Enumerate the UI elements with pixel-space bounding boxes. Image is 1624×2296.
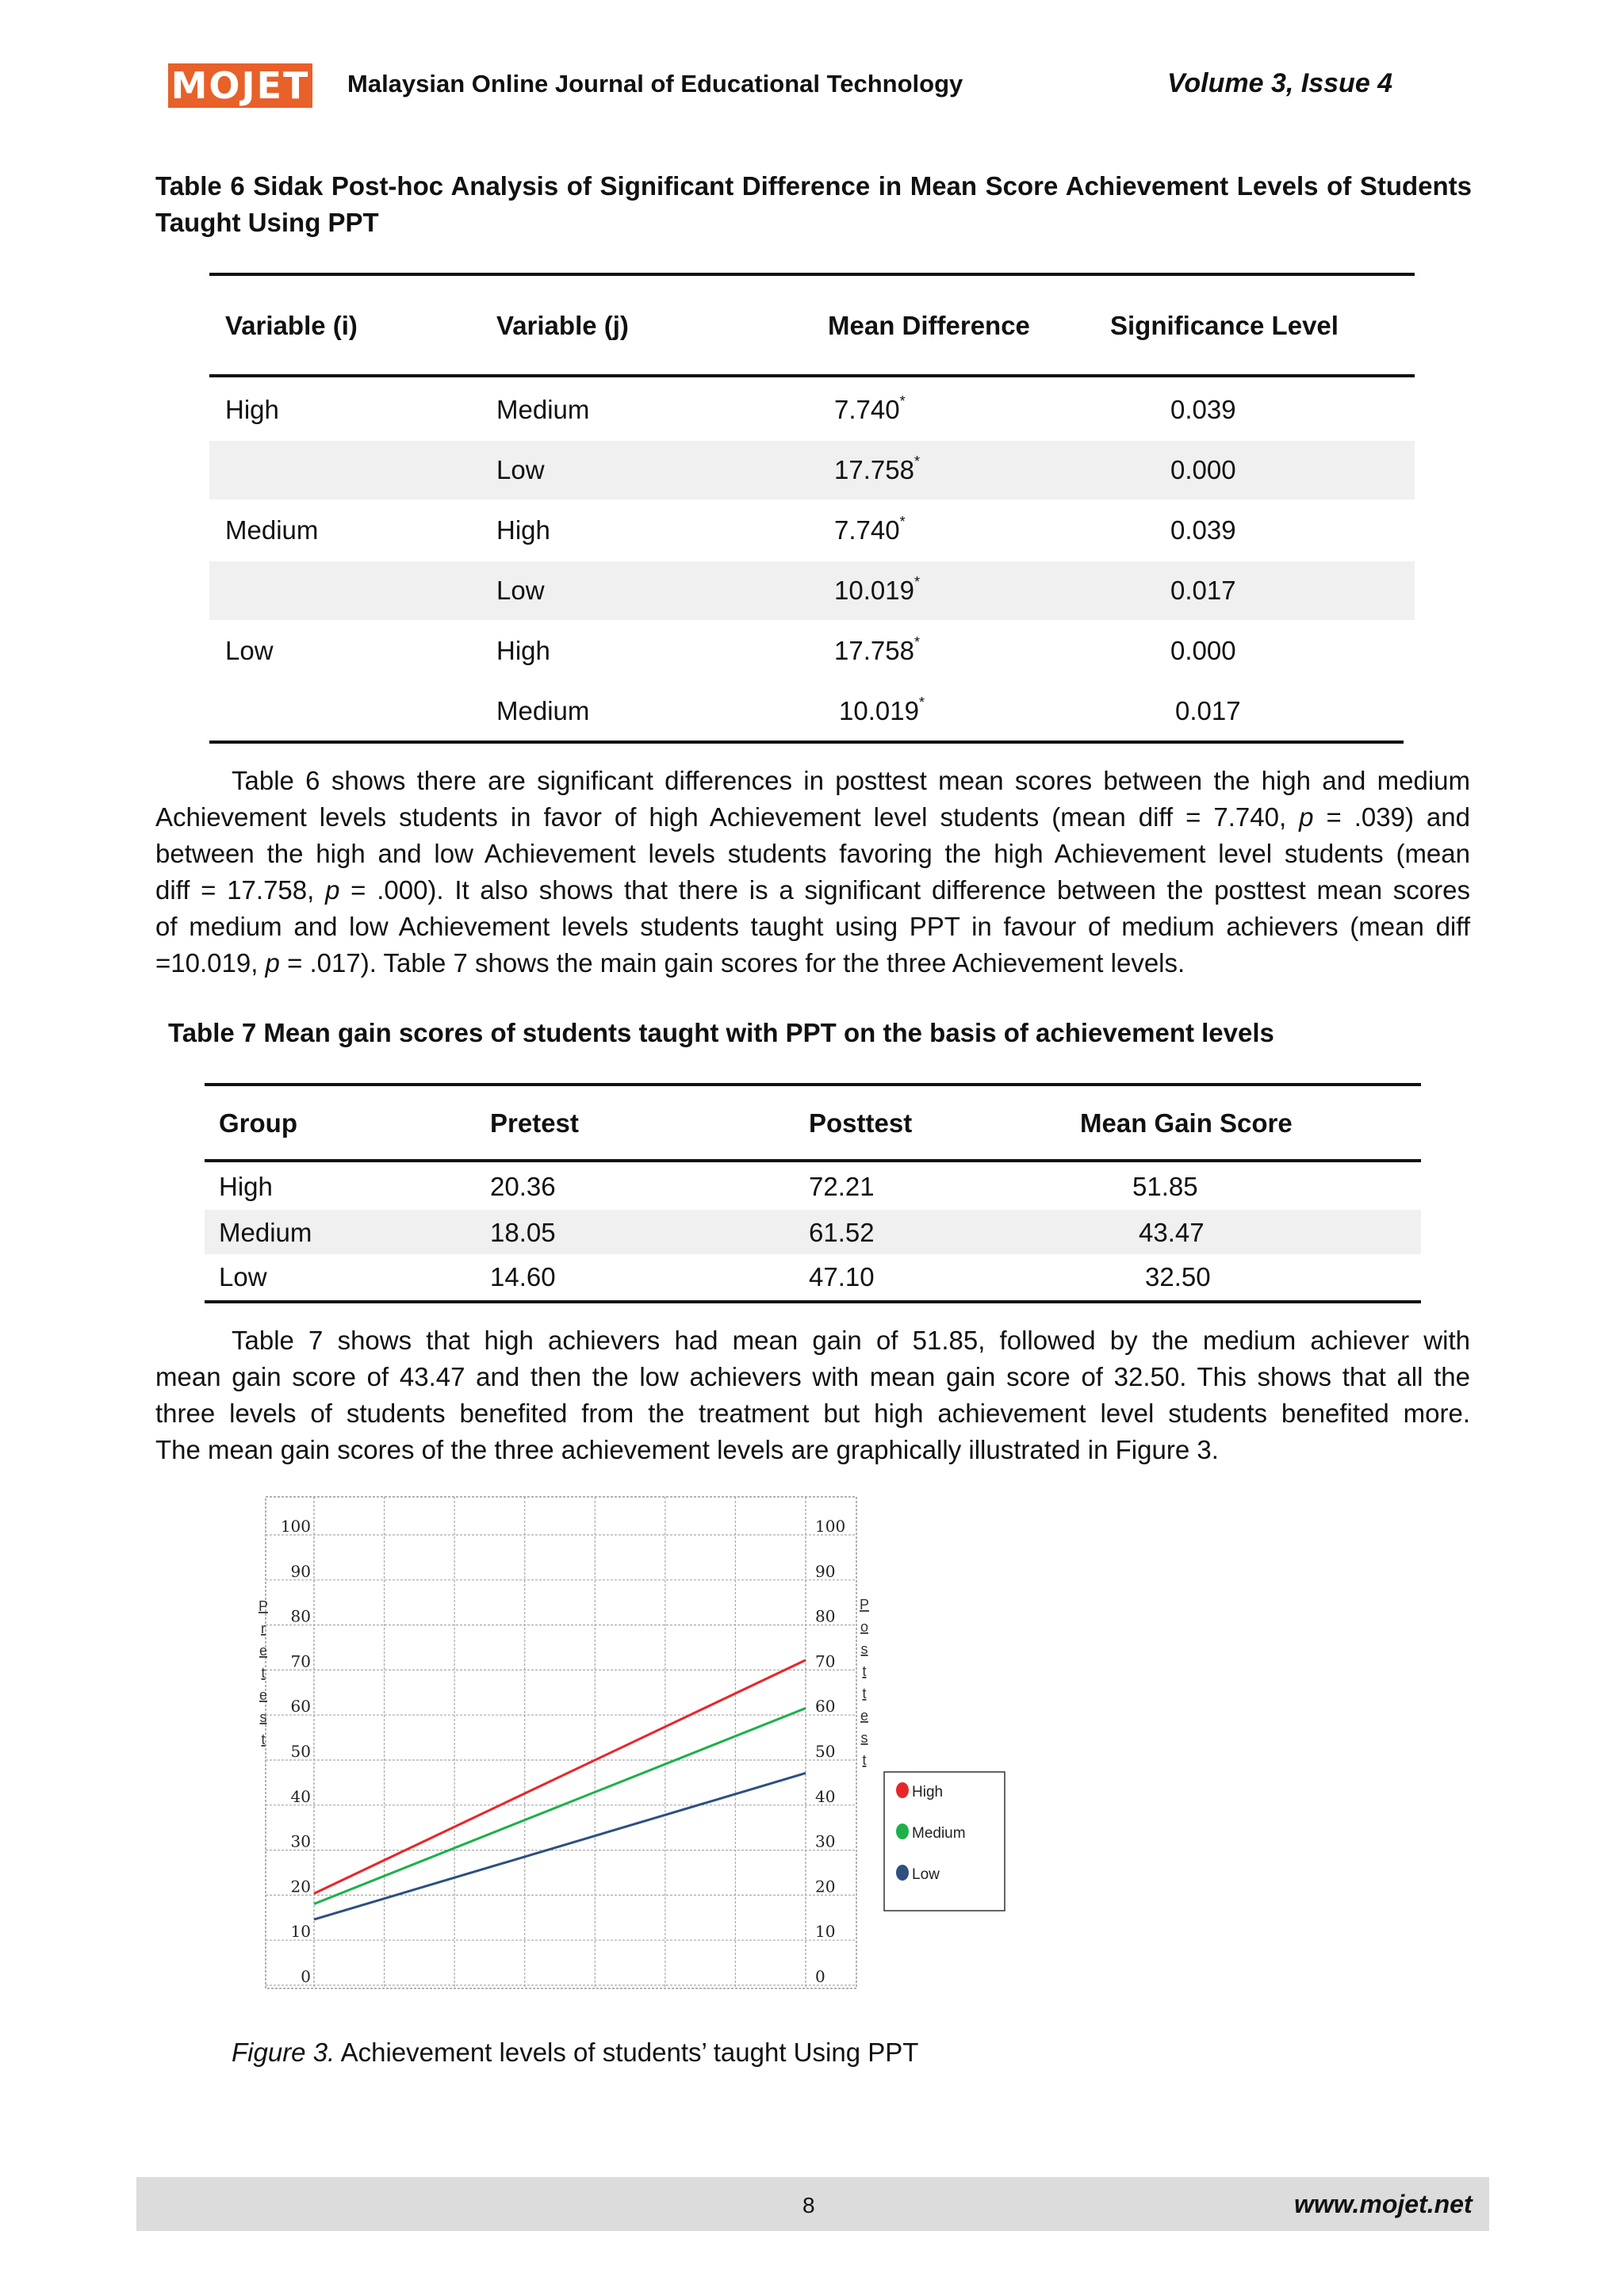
- table6-cell: 0.017: [1175, 696, 1241, 725]
- p-symbol: p: [1299, 802, 1314, 832]
- tick-label-right: 100: [815, 1517, 846, 1536]
- table6-cell: Low: [496, 576, 545, 605]
- table7-header-rule: [205, 1159, 1421, 1162]
- table7-cell: 61.52: [809, 1218, 875, 1247]
- right-axis-label-letter: t: [862, 1752, 867, 1768]
- right-axis-label-letter: e: [860, 1708, 869, 1724]
- table6-cell: High: [225, 395, 279, 424]
- table6-cell: Medium: [225, 515, 319, 545]
- table7-bottom-rule: [205, 1300, 1421, 1303]
- table7-header-pretest: Pretest: [490, 1108, 579, 1138]
- para1-line1: Table 6 shows there are significant differences in posttest mean scores between the high and medium: [232, 766, 1470, 795]
- table6-cell: 0.000: [1170, 455, 1236, 484]
- para1-line4: [155, 872, 1470, 909]
- tick-label-left: 60: [290, 1697, 311, 1716]
- table6-caption-line1: Table 6 Sidak Post-hoc Analysis of Significant Difference in Mean Score Achievement Levels of Students: [155, 171, 1472, 201]
- journal-logo: MOJET: [168, 63, 312, 108]
- text-span: diff = 17.758,: [155, 875, 326, 905]
- left-axis-label-letter: t: [261, 1665, 266, 1681]
- table6-cell-value: 7.740: [834, 515, 900, 545]
- tick-label-left: 30: [290, 1831, 311, 1851]
- p-symbol: p: [265, 948, 280, 978]
- table7-cell: 72.21: [809, 1172, 875, 1201]
- text-span: = .017). Table 7 shows the main gain scores for the three Achievement levels.: [279, 948, 1185, 978]
- table6-cell: 0.000: [1170, 636, 1236, 665]
- table6-header-rule: [209, 374, 1415, 377]
- text-span: = .000). It also shows that there is a significant difference between the posttest mean scores: [339, 875, 1470, 905]
- table6-header-sig: Significance Level: [1110, 311, 1339, 340]
- table6-cell: [834, 636, 920, 666]
- tick-label-left: 100: [280, 1517, 311, 1536]
- table7-cell: 47.10: [809, 1262, 875, 1292]
- tick-label-right: 60: [815, 1697, 836, 1716]
- tick-label-left: 10: [290, 1922, 311, 1942]
- table6-cell-value: 10.019: [839, 696, 919, 725]
- legend-label-medium: Medium: [912, 1825, 966, 1842]
- para2-line2: mean gain score of 43.47 and then the low achievers with mean gain score of 32.50. This shows that all the: [155, 1362, 1470, 1391]
- table6-cell: 0.017: [1170, 576, 1236, 605]
- volume-issue: Volume 3, Issue 4: [1167, 68, 1393, 98]
- table6-cell: [834, 515, 906, 545]
- table7-cell: High: [219, 1172, 273, 1201]
- right-axis-label-letter: o: [860, 1619, 869, 1635]
- tick-label-right: 50: [815, 1742, 836, 1761]
- table6-cell: [834, 395, 906, 425]
- tick-label-left: 70: [290, 1651, 311, 1671]
- table6-cell: High: [496, 636, 550, 665]
- table6-cell: [839, 696, 925, 726]
- table7-cell: Medium: [219, 1218, 312, 1247]
- left-axis-label-letter: r: [261, 1621, 266, 1636]
- para1-line3: between the high and low Achievement levels students favoring the high Achievement level students (mean: [155, 839, 1470, 868]
- journal-title: Malaysian Online Journal of Educational Technology: [347, 70, 963, 98]
- tick-label-left: 50: [290, 1742, 311, 1761]
- table6-caption-line2: Taught Using PPT: [155, 208, 379, 237]
- table7-cell: Low: [219, 1262, 267, 1292]
- significance-star: *: [914, 453, 920, 469]
- table6-header-var-i: Variable (i): [225, 311, 358, 340]
- right-axis-label-letter: t: [862, 1686, 867, 1701]
- figure-caption: [232, 2038, 918, 2068]
- table7-header-group: Group: [219, 1108, 297, 1138]
- tick-label-right: 70: [815, 1651, 836, 1671]
- table6-cell-value: 17.758: [834, 636, 914, 665]
- achievement-line-chart: [238, 1490, 1031, 2014]
- p-symbol: p: [325, 875, 340, 905]
- table6-cell: 0.039: [1170, 395, 1236, 424]
- table7-top-rule: [205, 1083, 1421, 1086]
- tick-label-left: 40: [290, 1786, 311, 1806]
- left-axis-label-letter: e: [259, 1643, 268, 1659]
- table6-cell: High: [496, 515, 550, 545]
- left-axis-label-letter: P: [258, 1598, 269, 1614]
- table6-cell: Low: [225, 636, 274, 665]
- table7-cell: 32.50: [1145, 1262, 1211, 1292]
- legend-marker-high: [896, 1782, 909, 1798]
- text-span: = .039) and: [1313, 802, 1470, 832]
- para2-line1: Table 7 shows that high achievers had mean gain of 51.85, followed by the medium achiever with: [232, 1326, 1470, 1355]
- table6-cell: [834, 455, 920, 485]
- significance-star: *: [914, 634, 920, 650]
- table6-bottom-rule: [209, 740, 1404, 744]
- right-axis-label-letter: P: [859, 1597, 870, 1613]
- legend-marker-medium: [896, 1823, 909, 1839]
- table6-cell: [834, 576, 920, 606]
- table6-cell-value: 7.740: [834, 395, 900, 424]
- significance-star: *: [899, 393, 906, 409]
- table7-cell: 18.05: [490, 1218, 556, 1247]
- tick-label-right: 0: [815, 1967, 825, 1986]
- text-span: =10.019,: [155, 948, 266, 978]
- para1-line5: of medium and low Achievement levels students taught using PPT in favour of medium achievers (mean diff: [155, 912, 1470, 941]
- tick-label-right: 10: [815, 1922, 836, 1942]
- legend-marker-low: [896, 1865, 909, 1881]
- para2-line3: three levels of students benefited from the treatment but high achievement level students benefited more.: [155, 1399, 1470, 1428]
- table7-cell: 51.85: [1132, 1172, 1198, 1201]
- tick-label-left: 20: [290, 1877, 311, 1896]
- table6-header-var-j: Variable (j): [496, 311, 629, 340]
- website-link[interactable]: www.mojet.net: [1294, 2190, 1473, 2218]
- para1-line6: [155, 945, 1185, 982]
- text-span: Achievement levels students in favor of high Achievement level students (mean diff = 7.740,: [155, 802, 1300, 832]
- tick-label-right: 20: [815, 1877, 836, 1896]
- table6-cell: Medium: [496, 696, 590, 725]
- table6-top-rule: [209, 273, 1415, 276]
- significance-star: *: [914, 574, 920, 590]
- tick-label-right: 30: [815, 1831, 836, 1851]
- tick-label-left: 90: [290, 1561, 311, 1581]
- page-number: 8: [802, 2193, 815, 2218]
- table6-cell-value: 10.019: [834, 576, 914, 605]
- legend-label-low: Low: [912, 1866, 940, 1883]
- table7-cell: 20.36: [490, 1172, 556, 1201]
- table7-header-posttest: Posttest: [809, 1108, 913, 1138]
- tick-label-left: 0: [301, 1967, 311, 1986]
- plot-frame: [266, 1497, 856, 1988]
- table7-caption: Table 7 Mean gain scores of students taught with PPT on the basis of achievement levels: [168, 1018, 1274, 1047]
- figure-caption-text: Achievement levels of students’ taught Using PPT: [335, 2038, 919, 2067]
- table6-cell: Medium: [496, 395, 590, 424]
- tick-label-left: 80: [290, 1606, 311, 1626]
- table6-cell: 0.039: [1170, 515, 1236, 545]
- para1-line2: [155, 799, 1470, 836]
- table6-cell-value: 17.758: [834, 455, 914, 484]
- legend-label-high: High: [912, 1784, 944, 1800]
- figure-label: Figure 3.: [232, 2038, 335, 2067]
- para2-line4: The mean gain scores of the three achievement levels are graphically illustrated in Figure 3.: [155, 1435, 1219, 1464]
- table6-header-mean-diff: Mean Difference: [828, 311, 1030, 340]
- left-axis-label-letter: e: [259, 1687, 268, 1703]
- significance-star: *: [899, 514, 906, 530]
- table7-cell: 43.47: [1139, 1218, 1205, 1247]
- tick-label-right: 90: [815, 1561, 836, 1581]
- left-axis-label-letter: s: [259, 1709, 267, 1725]
- table6-cell: Low: [496, 455, 545, 484]
- tick-label-right: 40: [815, 1786, 836, 1806]
- table7-cell: 14.60: [490, 1262, 556, 1292]
- right-axis-label-letter: s: [860, 1641, 868, 1657]
- right-axis-label-letter: t: [862, 1663, 867, 1679]
- right-axis-label-letter: s: [860, 1730, 868, 1746]
- significance-star: *: [918, 695, 925, 710]
- left-axis-label-letter: t: [261, 1732, 266, 1747]
- tick-label-right: 80: [815, 1606, 836, 1626]
- table7-header-gain: Mean Gain Score: [1080, 1108, 1293, 1138]
